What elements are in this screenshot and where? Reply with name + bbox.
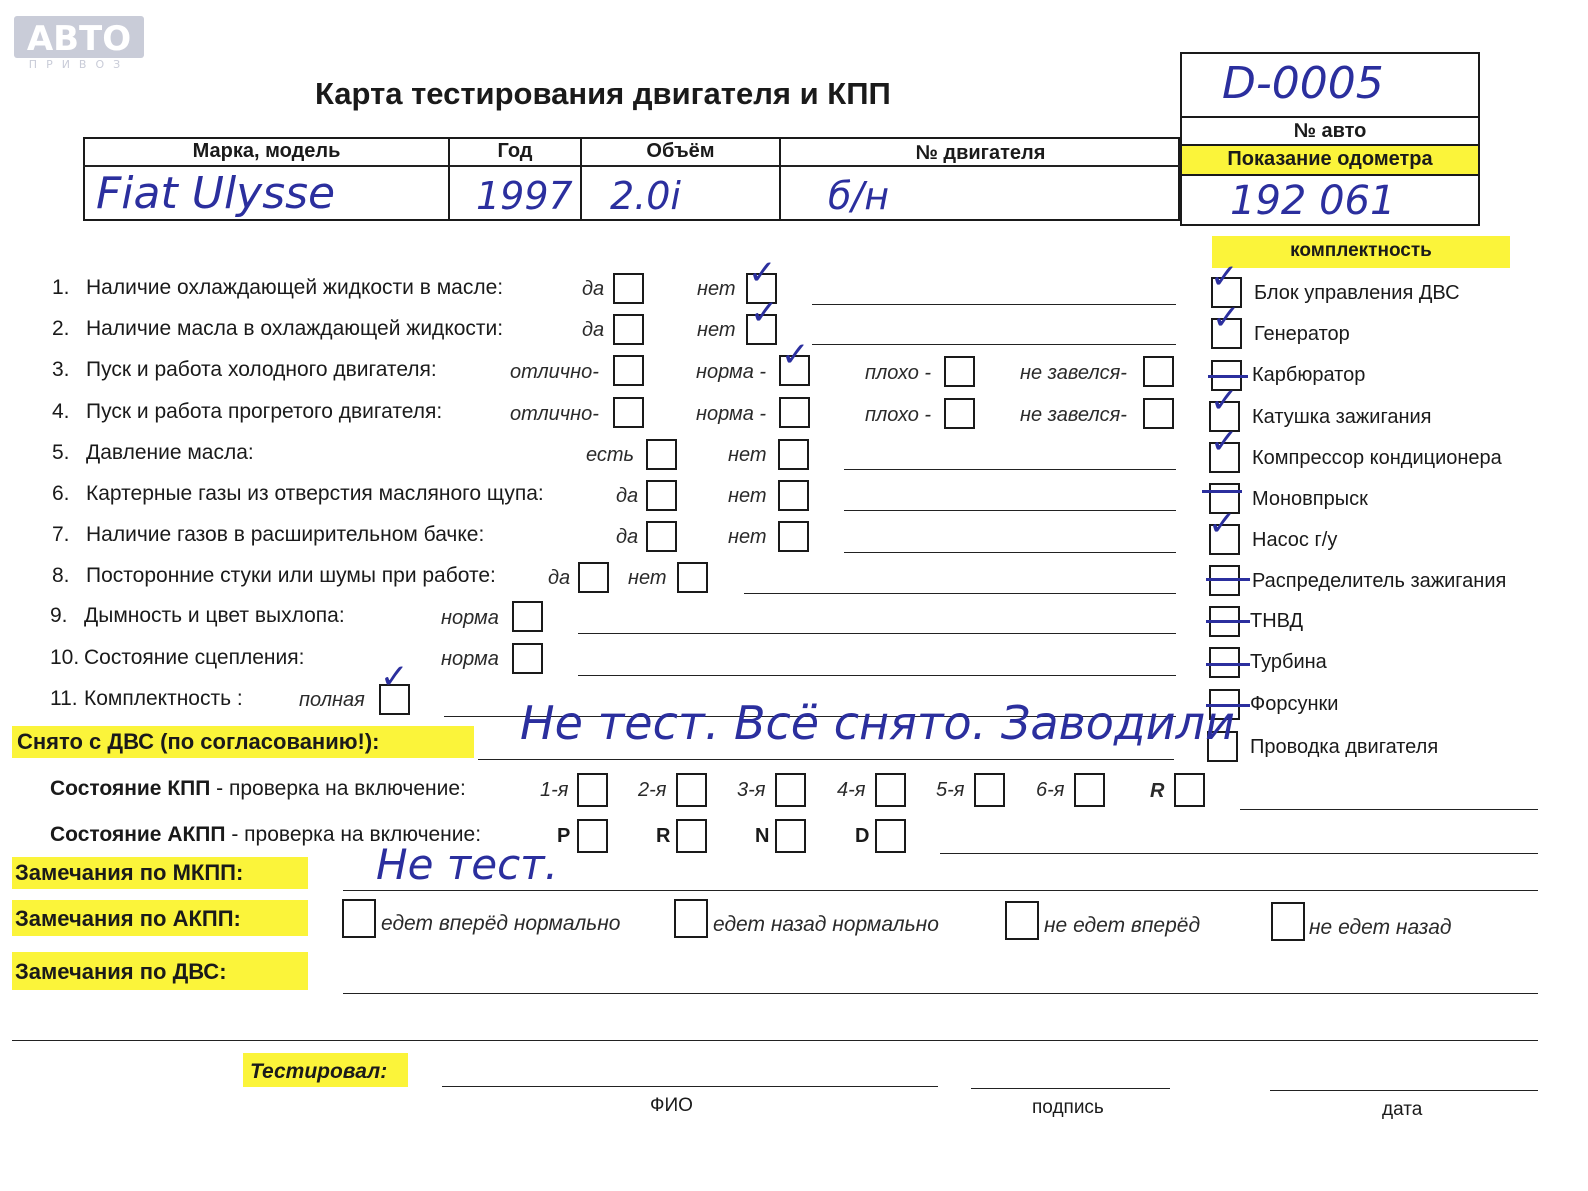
- gear-checkbox-1[interactable]: [577, 773, 608, 807]
- option-label: плохо -: [865, 404, 932, 426]
- comp-item: Генератор: [1254, 323, 1350, 345]
- check-mark: ✓: [748, 253, 777, 293]
- check-text: Пуск и работа прогретого двигателя:: [86, 400, 443, 423]
- check-text: Наличие газов в расширительном бачке:: [86, 523, 485, 546]
- option-label: да: [616, 526, 639, 548]
- akpp-checkbox-d[interactable]: [875, 819, 906, 853]
- kpp-label-rest: - проверка на включение:: [210, 777, 466, 800]
- kpp-label: [50, 777, 466, 801]
- checkbox-9-normal[interactable]: [512, 601, 543, 632]
- comp-item: Турбина: [1250, 651, 1327, 673]
- check-mark: ✓: [1210, 257, 1239, 297]
- gear-checkbox-3[interactable]: [775, 773, 806, 807]
- gear-checkbox-4[interactable]: [875, 773, 906, 807]
- option-label: плохо -: [865, 362, 932, 384]
- comp-item: Форсунки: [1250, 693, 1339, 715]
- gear-checkbox-r[interactable]: [1174, 773, 1205, 807]
- check-mark: ✓: [1210, 422, 1239, 462]
- removed-label: Снято с ДВС (по согласованию!):: [17, 729, 380, 754]
- check-text: Картерные газы из отверстия масляного щупа:: [86, 482, 544, 505]
- col-volume: Объём: [646, 140, 715, 162]
- gear-label: 4-я: [837, 779, 866, 801]
- comp-item: Компрессор кондиционера: [1252, 447, 1502, 469]
- option-label: норма: [441, 648, 499, 670]
- check-text: Наличие охлаждающей жидкости в масле:: [86, 276, 504, 299]
- check-text: Состояние сцепления:: [84, 646, 305, 669]
- checkbox-7-yes[interactable]: [646, 521, 677, 552]
- comp-item: Проводка двигателя: [1250, 736, 1439, 758]
- check-mark: ✓: [1212, 298, 1241, 338]
- gear-label: 2-я: [638, 779, 667, 801]
- check-number: 9.: [50, 604, 68, 627]
- comp-item: Катушка зажигания: [1252, 406, 1432, 428]
- svg-text:ПРИВОЗ: ПРИВОЗ: [28, 58, 130, 70]
- checkbox-4-bad[interactable]: [944, 398, 975, 429]
- option-label: отлично-: [510, 361, 599, 383]
- checkbox-5-no[interactable]: [778, 439, 809, 470]
- option-label: нет: [697, 319, 736, 341]
- checkbox-4-no-start[interactable]: [1143, 398, 1174, 429]
- comp-item: Моновпрыск: [1252, 488, 1368, 510]
- checkbox-10-normal[interactable]: [512, 643, 543, 674]
- comp-item: Карбюратор: [1252, 364, 1366, 386]
- checkbox-8-no[interactable]: [677, 562, 708, 593]
- option-label: норма -: [696, 403, 767, 425]
- akpp-gear-label: N: [755, 825, 770, 847]
- akpp-no-fwd-checkbox[interactable]: [1005, 901, 1039, 940]
- option-label: есть: [586, 444, 635, 466]
- check-number: 1.: [52, 276, 70, 299]
- option-label: нет: [728, 444, 767, 466]
- remarks-mkpp-handwritten: Не тест.: [376, 840, 558, 889]
- auto-number-handwritten: D-0005: [1222, 58, 1384, 109]
- odometer-value: 192 061: [1230, 178, 1396, 224]
- auto-number-label: № авто: [1180, 116, 1480, 146]
- akpp-label-bold: Состояние АКПП: [50, 823, 226, 846]
- svg-text:АВТО: АВТО: [26, 19, 132, 59]
- odometer-label: Показание одометра: [1180, 146, 1480, 174]
- check-text: Комплектность :: [84, 687, 243, 710]
- check-text: Наличие масла в охлаждающей жидкости:: [86, 317, 504, 340]
- remarks-akpp-label: Замечания по АКПП:: [15, 906, 241, 931]
- check-mark: ✓: [1210, 381, 1239, 421]
- akpp-remark-option: едет назад нормально: [713, 913, 939, 936]
- check-number: 6.: [52, 482, 70, 505]
- akpp-remark-option: не едет назад: [1309, 916, 1452, 939]
- option-label: нет: [628, 567, 667, 589]
- check-number: 5.: [52, 441, 70, 464]
- check-text: Пуск и работа холодного двигателя:: [86, 358, 437, 381]
- check-mark: ✓: [1208, 504, 1237, 544]
- checkbox-6-no[interactable]: [778, 480, 809, 511]
- akpp-fwd-ok-checkbox[interactable]: [342, 899, 376, 938]
- comp-item: Насос г/у: [1252, 529, 1338, 551]
- removed-handwritten: Не тест. Всё снято. Заводили: [520, 696, 1235, 750]
- check-text: Посторонние стуки или шумы при работе:: [86, 564, 496, 587]
- checkbox-7-no[interactable]: [778, 521, 809, 552]
- page-title: Карта тестирования двигателя и КПП: [315, 76, 891, 111]
- checkbox-6-yes[interactable]: [646, 480, 677, 511]
- option-label: норма: [441, 607, 499, 629]
- auto-number-box: [1180, 52, 1480, 116]
- avtoprivoz-logo: [14, 14, 148, 70]
- kpp-label-bold: Состояние КПП: [50, 777, 211, 800]
- option-label: не завелся-: [1020, 404, 1127, 426]
- option-label: полная: [299, 689, 365, 711]
- check-number: 7.: [52, 523, 70, 546]
- option-label: да: [616, 485, 639, 507]
- checkbox-8-yes[interactable]: [578, 562, 609, 593]
- checkbox-4-normal[interactable]: [779, 397, 810, 428]
- tested-label: Тестировал:: [250, 1060, 388, 1083]
- checkbox-1-yes[interactable]: [613, 273, 644, 304]
- check-number: 10.: [50, 646, 80, 669]
- completeness-title: комплектность: [1290, 240, 1432, 261]
- akpp-remark-option: не едет вперёд: [1044, 914, 1201, 937]
- comp-item: ТНВД: [1250, 610, 1304, 632]
- check-text: Давление масла:: [86, 441, 254, 464]
- option-label: не завелся-: [1020, 362, 1127, 384]
- option-label: да: [582, 319, 605, 341]
- check-number: 11.: [50, 687, 78, 710]
- gear-label: 5-я: [936, 779, 965, 801]
- gear-checkbox-5[interactable]: [974, 773, 1005, 807]
- check-number: 3.: [52, 358, 70, 381]
- check-number: 2.: [52, 317, 70, 340]
- remarks-mkpp-label: Замечания по МКПП:: [15, 860, 244, 885]
- akpp-label-rest: - проверка на включение:: [225, 823, 482, 846]
- col-brand: Марка, модель: [192, 140, 341, 162]
- akpp-checkbox-p[interactable]: [577, 819, 608, 853]
- fio-caption: ФИО: [650, 1095, 693, 1116]
- akpp-gear-label: P: [557, 825, 571, 847]
- checkbox-4-excellent[interactable]: [613, 397, 644, 428]
- option-label: нет: [697, 278, 736, 300]
- option-label: да: [548, 567, 571, 589]
- checkbox-3-no-start[interactable]: [1143, 356, 1174, 387]
- check-mark: ✓: [750, 293, 779, 333]
- akpp-checkbox-n[interactable]: [775, 819, 806, 853]
- akpp-gear-label: R: [656, 825, 671, 847]
- year-value: 1997: [476, 174, 573, 218]
- gear-checkbox-2[interactable]: [676, 773, 707, 807]
- option-label: нет: [728, 526, 767, 548]
- date-caption: дата: [1382, 1099, 1423, 1120]
- checkbox-3-excellent[interactable]: [613, 355, 644, 386]
- gear-label: 6-я: [1036, 779, 1065, 801]
- akpp-remark-option: едет вперёд нормально: [381, 912, 621, 935]
- comp-item: Распределитель зажигания: [1252, 570, 1507, 592]
- akpp-back-ok-checkbox[interactable]: [674, 899, 708, 938]
- checkbox-3-bad[interactable]: [944, 356, 975, 387]
- engine-no-value: б/н: [828, 174, 890, 218]
- brand-value: Fiat Ulysse: [96, 168, 336, 219]
- option-label: да: [582, 278, 605, 300]
- option-label: норма -: [696, 361, 767, 383]
- col-year: Год: [497, 140, 533, 162]
- option-label: отлично-: [510, 403, 599, 425]
- signature-caption: подпись: [1032, 1097, 1104, 1118]
- checkbox-2-yes[interactable]: [613, 314, 644, 345]
- option-label: нет: [728, 485, 767, 507]
- gear-label: 3-я: [737, 779, 766, 801]
- gear-label: 1-я: [540, 779, 569, 801]
- col-engine-no: № двигателя: [915, 142, 1046, 164]
- comp-item: Блок управления ДВС: [1254, 282, 1460, 304]
- gear-checkbox-6[interactable]: [1074, 773, 1105, 807]
- check-number: 8.: [52, 564, 70, 587]
- check-mark: ✓: [781, 335, 810, 375]
- check-mark: ✓: [380, 657, 409, 697]
- gear-label: R: [1150, 780, 1165, 802]
- check-number: 4.: [52, 400, 70, 423]
- akpp-checkbox-r[interactable]: [676, 819, 707, 853]
- akpp-gear-label: D: [855, 825, 870, 847]
- akpp-no-back-checkbox[interactable]: [1271, 902, 1305, 941]
- remarks-dvs-label: Замечания по ДВС:: [15, 959, 227, 984]
- checkbox-5-yes[interactable]: [646, 439, 677, 470]
- check-text: Дымность и цвет выхлопа:: [84, 604, 345, 627]
- volume-value: 2.0i: [610, 174, 681, 218]
